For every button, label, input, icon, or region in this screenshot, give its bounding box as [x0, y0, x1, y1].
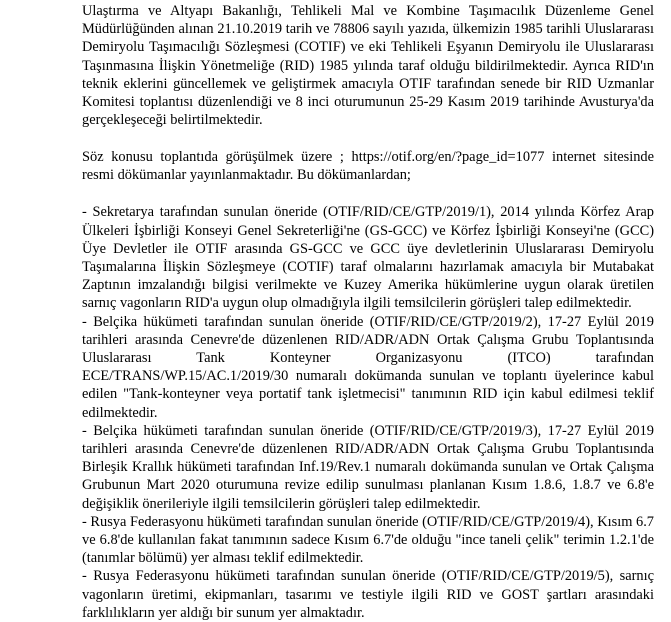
list-item: - Rusya Federasyonu hükümeti tarafından sunulan öneride (OTIF/RID/CE/GTP/2019/4), Kısım 6.7 ve 6.8'de kullanılan fakat tanımının sadece Kısım 6.7'de olduğu "ince taneli çelik" terimin 1.2.1'de (tanımlar bölümü) yer alması teklif edilmektedir.	[82, 513, 654, 567]
paragraph-spacer	[82, 129, 654, 148]
list-item: - Sekretarya tarafından sunulan öneride (OTIF/RID/CE/GTP/2019/1), 2014 yılında Körfez Arap Ülkeleri İşbirliği Konseyi Genel Sekreterliği'ne (GS-GCC) ve Körfez İşbirliği Konseyi'ne (GCC) Üye Devletler ile OTIF arasında GS-GCC ve GCC üye devletlerinin Uluslararası Demiryolu Taşımalarına İlişkin Sözleşmeye (COTIF) taraf olmalarını hazırlamak amacıyla bir Mutabakat Zaptının imzalandığı bilgisi verilmekte ve Kuzey Amerika hükümlerine uygun olarak üretilen sarnıç vagonların RID'a uygun olup olmadığıyla ilgili temsilcilerin görüşleri talep edilmektedir.	[82, 204, 654, 312]
intro-paragraph: Ulaştırma ve Altyapı Bakanlığı, Tehlikeli Mal ve Kombine Taşımacılık Düzenleme Genel Müdürlüğünden alınan 21.10.2019 tarih ve 78806 sayılı yazıda, ülkemizin 1985 tarihli Uluslararası Demiryolu Taşımacılığı Sözleşmesi (COTIF) ve eki Tehlikeli Eşyanın Demiryolu ile Uluslararası Taşınmasına İlişkin Yönetmeliğe (RID) 1985 yılında taraf olduğu bildirilmektedir. Ayrıca RID'ın teknik eklerini güncellemek ve geliştirmek amacıyla OTIF tarafından senede bir RID Uzmanlar Komitesi toplantısı düzenlendiği ve 8 inci oturumunun 25-29 Kasım 2019 tarihinde Avusturya'da gerçekleşeceği belirtilmektedir.	[82, 3, 654, 129]
list-item: - Belçika hükümeti tarafından sunulan öneride (OTIF/RID/CE/GTP/2019/2), 17-27 Eylül 2019 tarihleri arasında Cenevre'de düzenlenen RID/ADR/ADN Ortak Çalışma Grubu Toplantısında Uluslararası Tank Konteyner Organizasyonu (ITCO) tarafından ECE/TRANS/WP.15/AC.1/2019/30 numaralı dokümanda sunulan ve toplantı üyelerince kabul edilen "Tank-konteyner veya portatif tank işletmecisi" tanımının RID için kabul edilmesi teklif edilmektedir.	[82, 313, 654, 421]
meeting-paragraph: Söz konusu toplantıda görüşülmek üzere ; https://otif.org/en/?page_id=1077 internet sitesinde resmi dökümanlar yayınlanmaktadır. Bu dökümanlardan;	[82, 148, 654, 184]
paragraph-spacer	[82, 184, 654, 203]
list-item: - Belçika hükümeti tarafından sunulan öneride (OTIF/RID/CE/GTP/2019/3), 17-27 Eylül 2019 tarihleri arasında Cenevre'de düzenlenen RID/ADR/ADN Ortak Çalışma Grubu Toplantısında Birleşik Krallık hükümeti tarafından Inf.19/Rev.1 numaralı dokümanda sunulan ve Ortak Çalışma Grubunun Mart 2020 oturumuna revize edilip sunulması planlanan Kısım 1.8.6, 1.8.7 ve 6.8'e değişiklik önerileriyle ilgili temsilcilerin görüşleri talep edilmektedir.	[82, 422, 654, 512]
list-item: - Rusya Federasyonu hükümeti tarafından sunulan öneride (OTIF/RID/CE/GTP/2019/5), sarnıç vagonların üretimi, ekipmanları, tasarımı ve testiyle ilgili RID ve GOST şartları arasındaki farklılıkların yer aldığı bir sunum yer almaktadır.	[82, 568, 654, 621]
document-body	[82, 2, 654, 622]
